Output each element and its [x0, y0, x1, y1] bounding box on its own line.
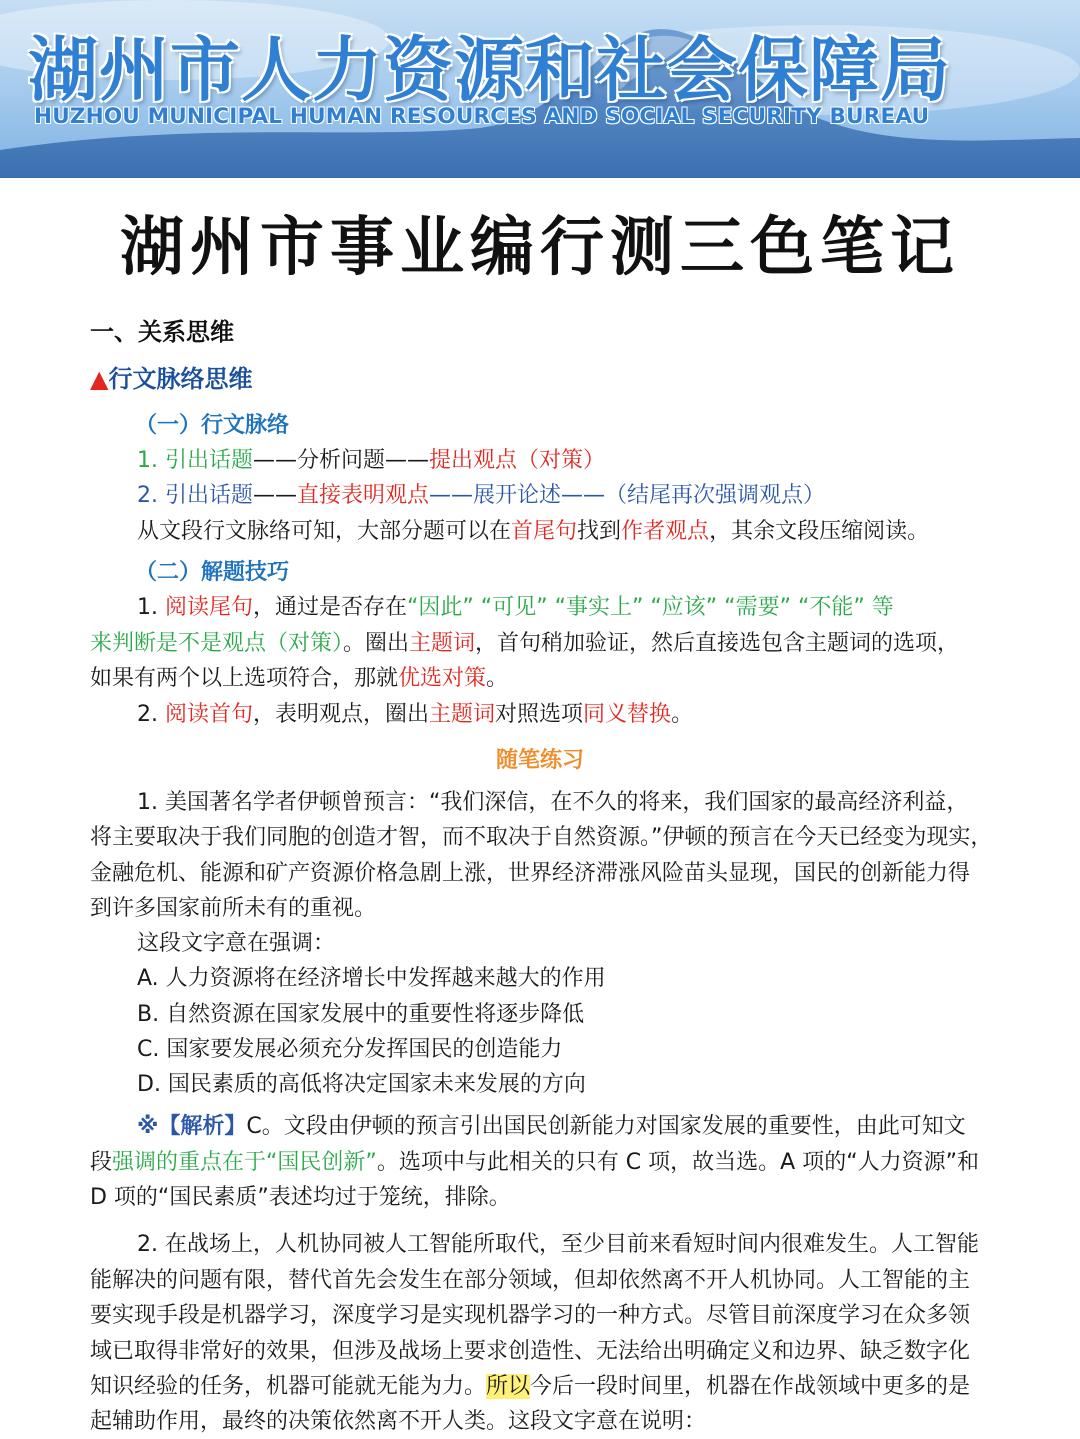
text-segment: ，首句稍加验证，然后直接选包含主题词的选项， — [475, 631, 960, 656]
question-1-line: 1. 美国著名学者伊顿曾预言：“我们深信，在不久的将来，我们国家的最高经济利益， — [137, 790, 969, 815]
analysis-line-3: D 项的“国民素质”表述均过于笼统，排除。 — [90, 1185, 511, 1210]
document-title: 湖州市事业编行测三色笔记 — [120, 211, 960, 285]
subheading-text: 行文脉络思维 — [108, 365, 253, 393]
text-segment: 2. 引出话题 — [137, 483, 253, 508]
structure-line-2 — [137, 481, 825, 511]
text-segment: 作者观点 — [621, 519, 710, 544]
text-segment: 。 — [486, 666, 509, 691]
option-b: B. 自然资源在国家发展中的重要性将逐步降低 — [137, 1002, 585, 1027]
text-segment: 找到 — [577, 519, 622, 544]
question-2-line: 要实现手段是机器学习，深度学习是实现机器学习的一种方式。尽管目前深度学习在众多领 — [90, 1303, 971, 1328]
text-segment: 对照选项 — [495, 702, 584, 727]
subheading — [90, 364, 252, 394]
question-1-line: 到许多国家前所未有的重视。 — [90, 896, 377, 921]
text-segment: C。文段由伊顿的预言引出国民创新能力对国家发展的重要性，由此可知文 — [246, 1114, 966, 1139]
text-segment: 首尾句 — [511, 519, 578, 544]
text-segment: 段 — [90, 1150, 113, 1175]
text-segment: 来判断是不是观点（对策） — [90, 631, 344, 656]
technique-1-line-2 — [90, 629, 959, 659]
text-segment: 阅读首句 — [164, 702, 253, 727]
text-segment: ——分析问题—— — [252, 448, 429, 473]
text-segment: 从文段行文脉络可知，大部分题可以在 — [137, 519, 512, 544]
text-segment: 1. — [137, 595, 165, 620]
highlighted-word: 所以 — [486, 1374, 531, 1399]
text-segment: ——展开论述——（结尾再次强调观点） — [429, 483, 826, 508]
question-2-line — [90, 1372, 970, 1402]
technique-1-line-1 — [137, 593, 894, 623]
technique-2 — [137, 700, 693, 730]
part2-heading: （二）解题技巧 — [135, 560, 290, 585]
text-segment: 。 — [671, 702, 694, 727]
text-segment: —— — [252, 483, 297, 508]
text-segment: 优选对策 — [398, 666, 487, 691]
part1-heading: （一）行文脉络 — [135, 413, 290, 438]
text-segment: “因此” “可见” “事实上” “应该” “需要” “不能” 等 — [407, 595, 894, 620]
text-segment: ，通过是否存在 — [253, 595, 408, 620]
text-segment: 。圈出 — [343, 631, 410, 656]
question-2-line: 2. 在战场上，人机协同被人工智能所取代，至少目前来看短时间内很难发生。人工智能 — [137, 1232, 979, 1257]
practice-heading: 随笔练习 — [495, 748, 584, 773]
header-banner — [0, 0, 1080, 178]
text-segment: 提出观点（对策） — [429, 448, 606, 473]
text-segment: 如果有两个以上选项符合，那就 — [90, 666, 399, 691]
structure-line-1 — [137, 446, 605, 476]
text-segment: 阅读尾句 — [164, 595, 253, 620]
text-segment: 主题词 — [409, 631, 476, 656]
text-segment: 1. 引出话题 — [137, 448, 253, 473]
question-1-line: 将主要取决于我们同胞的创造才智，而不取决于自然资源。”伊顿的预言在今天已经变为现实， — [90, 825, 993, 850]
triangle-icon: ▲ — [90, 365, 109, 393]
option-c: C. 国家要发展必须充分发挥国民的创造能力 — [137, 1037, 563, 1062]
bureau-name-cn: 湖州市人力资源和社会保障局 — [28, 29, 951, 111]
question-1-line: 金融危机、能源和矿产资源价格急剧上涨，世界经济滞涨风险苗头显现，国民的创新能力得 — [90, 861, 971, 886]
question-1-prompt: 这段文字意在强调： — [137, 931, 336, 956]
text-segment: 知识经验的任务，机器可能就无能为力。 — [90, 1374, 487, 1399]
analysis-line-2 — [90, 1148, 979, 1178]
technique-1-line-3 — [90, 664, 508, 694]
text-segment: 同义替换 — [583, 702, 672, 727]
text-segment: 2. — [137, 702, 165, 727]
question-2-line: 能解决的问题有限，替代首先会发生在部分领域，但却依然离不开人机协同。人工智能的主 — [90, 1268, 971, 1293]
analysis-line-1 — [137, 1112, 966, 1142]
question-2-line: 域已取得非常好的效果，但涉及战场上要求创造性、无法给出明确定义和边界、缺乏数字化 — [90, 1339, 971, 1364]
question-2-line: 起辅助作用，最终的决策依然离不开人类。这段文字意在说明： — [90, 1409, 707, 1434]
text-segment: 。选项中与此相关的只有 C 项，故当选。A 项的“人力资源”和 — [376, 1150, 979, 1175]
text-segment: ，表明观点，圈出 — [253, 702, 430, 727]
option-a: A. 人力资源将在经济增长中发挥越来越大的作用 — [137, 966, 606, 991]
text-segment: 强调的重点在于“国民创新” — [112, 1150, 377, 1175]
analysis-label: ※【解析】 — [137, 1114, 247, 1139]
section-heading: 一、关系思维 — [90, 318, 234, 346]
text-segment: 直接表明观点 — [296, 483, 429, 508]
bureau-name-en: HUZHOU MUNICIPAL HUMAN RESOURCES AND SOCIAL SECURITY BUREAU — [34, 104, 930, 129]
option-d: D. 国民素质的高低将决定国家未来发展的方向 — [137, 1072, 586, 1097]
text-segment: ，其余文段压缩阅读。 — [709, 519, 930, 544]
text-segment: 主题词 — [429, 702, 496, 727]
text-segment: 今后一段时间里，机器在作战领域中更多的是 — [530, 1374, 971, 1399]
structure-summary — [137, 517, 929, 547]
